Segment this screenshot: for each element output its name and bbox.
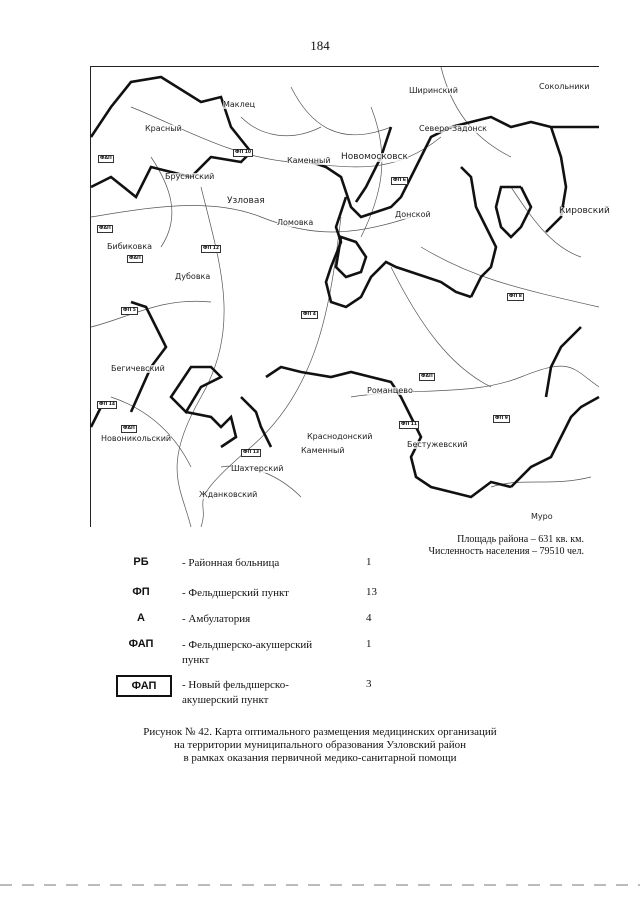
place-label: Жданковский: [199, 490, 258, 499]
place-label: Бегичевский: [111, 364, 165, 373]
legend-abbr: ФАП: [128, 638, 154, 650]
facility-marker: ФП 5: [123, 308, 136, 313]
facility-marker: ФП 14: [99, 402, 116, 407]
place-label: Узловая: [227, 196, 265, 206]
place-label: Шахтерский: [231, 464, 284, 473]
legend-row: [118, 678, 418, 718]
facility-marker: ФАП: [123, 426, 135, 431]
place-label: Краснодонский: [307, 432, 373, 441]
legend-desc: - Фельдшерский пункт: [182, 587, 289, 599]
place-label: Новоникольский: [101, 434, 172, 443]
place-label: Северо-Задонск: [419, 124, 487, 133]
legend-abbr: РБ: [133, 556, 149, 568]
facility-marker: ФП 13: [243, 450, 260, 455]
legend-desc: - Амбулатория: [182, 613, 251, 625]
legend-row: [118, 556, 418, 586]
legend-row: [118, 612, 418, 638]
facility-marker: ФП 12: [203, 246, 220, 251]
legend-desc: - Районная больница: [182, 557, 280, 569]
facility-marker: ФАП: [129, 256, 141, 261]
place-label: Кировский: [559, 206, 610, 216]
place-label: Маклец: [223, 100, 256, 109]
facility-marker: ФАП: [100, 156, 112, 161]
scan-artifact-line: [0, 884, 640, 886]
legend-count: 3: [366, 678, 372, 690]
facility-marker: ФП 9: [495, 416, 508, 421]
legend: [118, 556, 418, 718]
caption-line: в рамках оказания первичной медико-санитарной помощи: [183, 752, 457, 764]
area-text: Площадь района – 631 кв. км.: [457, 534, 584, 545]
place-label: Дубовка: [175, 272, 211, 281]
place-label: Брусянский: [165, 172, 215, 181]
facility-marker: ФП 10: [235, 150, 252, 155]
legend-count: 1: [366, 556, 372, 568]
page-number: 184: [310, 38, 330, 53]
legend-abbr: ФП: [132, 586, 150, 598]
place-label: Ломовка: [277, 218, 314, 227]
place-label: Ширинский: [409, 86, 458, 95]
place-label: Красный: [145, 124, 182, 133]
place-label: Каменный: [301, 446, 345, 455]
legend-desc: - Фельдшерско-акушерский пункт: [182, 639, 313, 666]
legend-abbr: А: [137, 612, 145, 624]
place-label: Донской: [395, 210, 431, 219]
legend-row: [118, 638, 418, 678]
caption-line: на территории муниципального образования Узловский район: [174, 739, 466, 751]
facility-marker: ФП 11: [401, 422, 418, 427]
legend-count: 1: [366, 638, 372, 650]
legend-count: 13: [366, 586, 377, 598]
place-label: Сокольники: [539, 82, 590, 91]
legend-desc: - Новый фельдшерско-акушерский пункт: [182, 679, 289, 706]
place-label: Бибиковка: [107, 242, 152, 251]
caption-line: Рисунок № 42. Карта оптимального размещения медицинских организаций: [143, 726, 497, 738]
legend-count: 4: [366, 612, 372, 624]
place-label: Каменный: [287, 156, 331, 165]
figure-caption: [0, 726, 640, 765]
facility-marker: ФАП: [99, 226, 111, 231]
place-label: Романцево: [367, 386, 413, 395]
facility-marker: ФП 4: [303, 312, 316, 317]
legend-row: [118, 586, 418, 612]
place-label: Бестужевский: [407, 440, 468, 449]
place-label: Новомосковск: [341, 152, 408, 162]
facility-marker: ФАП: [421, 374, 433, 379]
facility-marker: ФП 6: [393, 178, 406, 183]
place-label: Муро: [531, 512, 553, 521]
district-map: [90, 66, 610, 527]
area-info: [428, 534, 584, 558]
population-text: Численность населения – 79510 чел.: [428, 546, 584, 557]
facility-marker: ФП 8: [509, 294, 522, 299]
legend-abbr: ФАП: [116, 675, 172, 697]
